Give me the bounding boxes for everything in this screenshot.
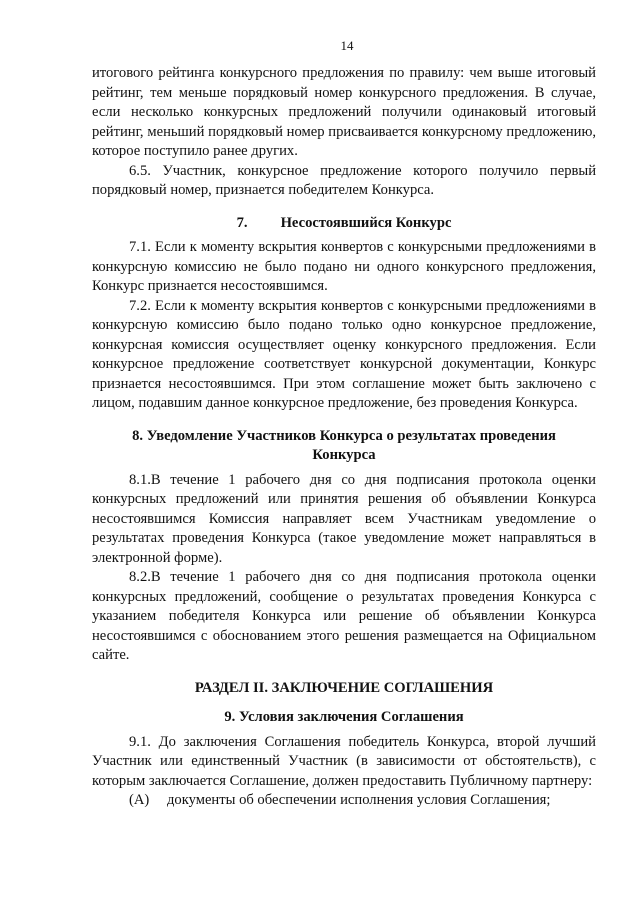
- list-item-a-text: документы об обеспечении исполнения условия Соглашения;: [167, 792, 551, 808]
- page-number: 14: [340, 38, 354, 53]
- section-7-heading: [92, 214, 596, 234]
- paragraph-9-1: 9.1. До заключения Соглашения победитель Конкурса, второй лучший Участник или единственный Участник (в зависимости от обстоятельств), с которым заключается Соглашение, должен предоставить Публичному партнеру:: [92, 733, 596, 789]
- paragraph-7-2: 7.2. Если к моменту вскрытия конвертов с конкурсными предложениями в конкурсную комиссию было подано только одно конкурсное предложение, конкурсная комиссия осуществляет оценку конкурсного предложения. Если конкурсное предложение соответствует конкурсной документации, Конкурс признается несостоявшимся. При этом соглашение может быть заключено с лицом, подавшим данное конкурсное предложение, без проведения Конкурса.: [92, 297, 596, 411]
- section-8-title-line1: 8. Уведомление Участников Конкурса о результатах проведения: [132, 427, 556, 444]
- section-8-heading: [92, 427, 596, 466]
- section-7-number: 7.: [236, 214, 248, 231]
- section-9-heading: 9. Условия заключения Соглашения: [224, 709, 464, 725]
- part-2-heading: РАЗДЕЛ II. ЗАКЛЮЧЕНИЕ СОГЛАШЕНИЯ: [194, 679, 494, 696]
- paragraph-6-5: 6.5. Участник, конкурсное предложение которого получило первый порядковый номер, признается победителем Конкурса.: [92, 162, 596, 198]
- paragraph-8-1: 8.1.В течение 1 рабочего дня со дня подписания протокола оценки конкурсных предложений или принятия решения об объявлении Конкурса несостоявшимся Комиссия направляет всем Участникам уведомление о результатах проведения Конкурса (такое уведомление может направляться в электронной форме).: [92, 471, 596, 566]
- list-item-a-marker: (A): [129, 792, 150, 808]
- section-7-title: Несостоявшийся Конкурс: [280, 214, 452, 231]
- section-8-title-line2: Конкурса: [312, 447, 376, 463]
- paragraph-7-1: 7.1. Если к моменту вскрытия конвертов с конкурсными предложениями в конкурсную комиссию не было подано ни одного конкурсного предложения, Конкурс признается несостоявшимся.: [92, 239, 596, 294]
- list-item-a: [92, 791, 596, 811]
- paragraph-intro: итогового рейтинга конкурсного предложения по правилу: чем выше итоговый рейтинг, тем меньше порядковый номер конкурсного предложения. В случае, если несколько конкурсных предложений получили одинаковый итоговый рейтинг, меньший порядковый номер присваивается конкурсному предложению, которое поступило ранее других.: [92, 65, 596, 159]
- paragraph-8-2: 8.2.В течение 1 рабочего дня со дня подписания протокола оценки конкурсных предложений, сообщение о результатах проведения Конкурса с указанием победителя Конкурса или решение об объявлении Конкурса несостоявшимся с обоснованием этого решения размещается на Официальном сайте.: [92, 569, 596, 663]
